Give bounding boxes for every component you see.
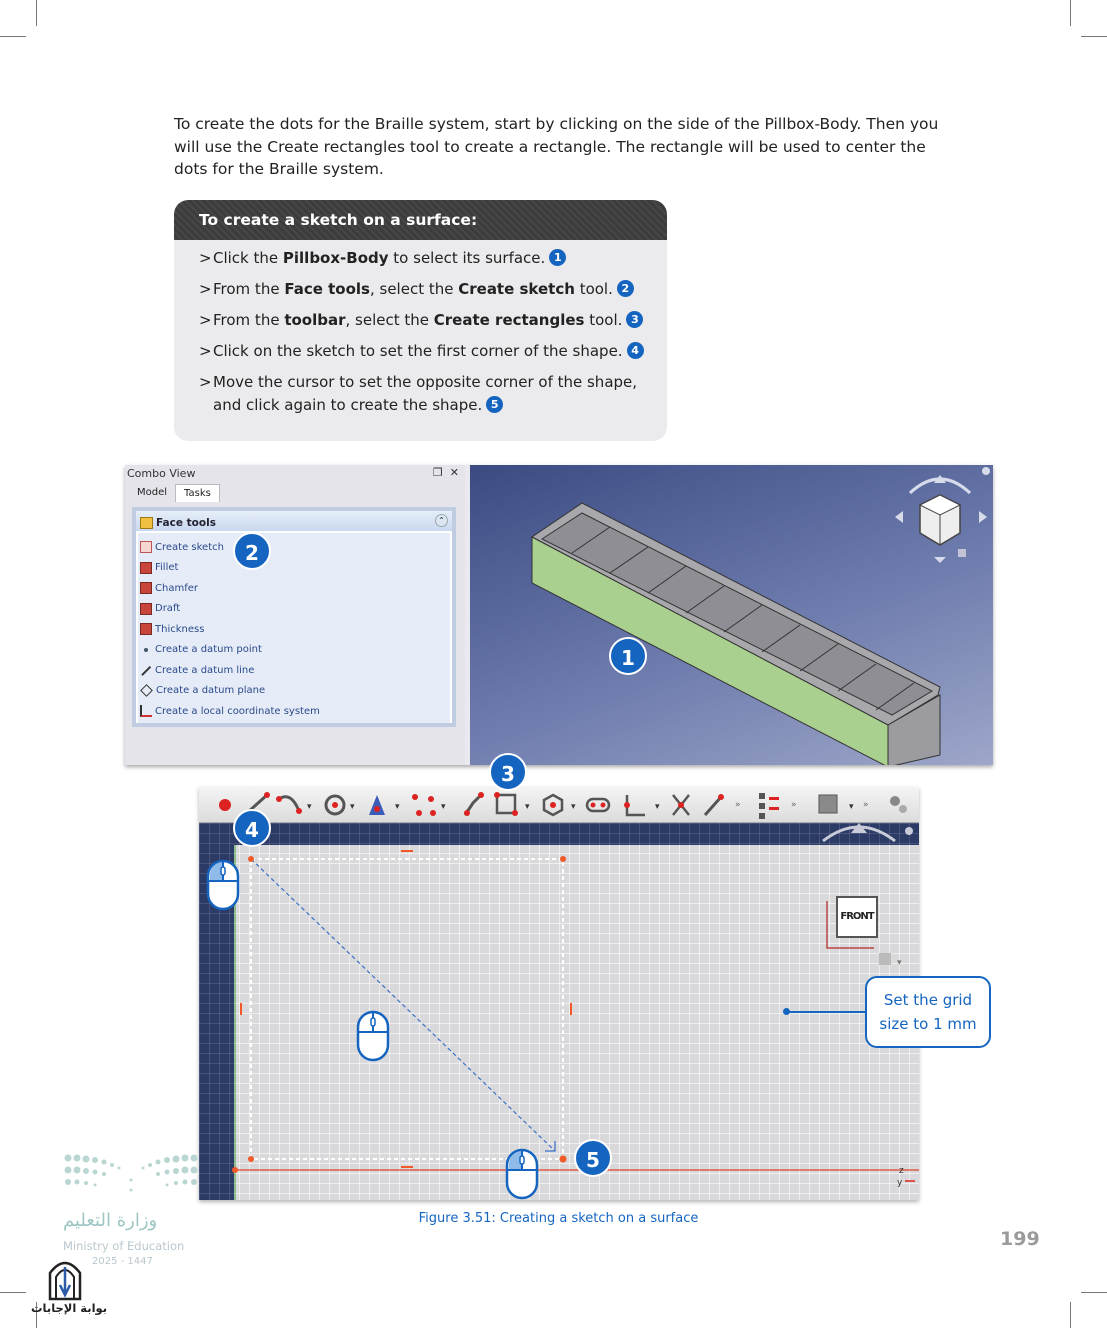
settings-icon[interactable]: [890, 796, 900, 806]
face-tools-title: Face tools: [156, 516, 216, 529]
step-item: > Click the Pillbox-Body to select its surface. 1: [199, 247, 657, 270]
steps-title: To create a sketch on a surface:: [174, 200, 667, 240]
pillbox-model: [470, 465, 993, 765]
tool-coordinate-system[interactable]: Create a local coordinate system: [140, 701, 450, 722]
tasks-panel: [132, 507, 456, 727]
combo-tabs: [129, 484, 220, 502]
svg-text:»: »: [735, 800, 741, 810]
face-tools-list: [138, 533, 450, 723]
svg-text:▾: ▾: [395, 802, 400, 812]
slot-tool-icon[interactable]: [587, 799, 609, 811]
datum-point-icon: [144, 648, 148, 652]
crop-mark: [1070, 0, 1071, 26]
collapse-icon[interactable]: ⌃: [435, 514, 448, 527]
datum-line-icon: [141, 665, 151, 675]
mouse-left-click-icon: [206, 859, 240, 911]
callout-badge-5: 5: [574, 1139, 612, 1177]
construction-mode-icon[interactable]: [819, 795, 837, 813]
svg-text:▾: ▾: [307, 802, 312, 812]
fillet-icon: [140, 562, 152, 574]
thickness-icon: [140, 623, 152, 635]
svg-text:z: z: [899, 1166, 904, 1176]
tool-fillet[interactable]: Fillet: [140, 558, 450, 579]
grid-callout-dot: [783, 1008, 790, 1015]
grid-callout-leader: [786, 1011, 866, 1013]
step-number-badge: 3: [626, 311, 643, 328]
tab-tasks[interactable]: Tasks: [175, 484, 220, 502]
step-number-badge: 2: [617, 280, 634, 297]
step-number-badge: 1: [549, 249, 566, 266]
draft-icon: [140, 603, 152, 615]
mouse-move-icon: [356, 1010, 390, 1062]
crop-mark: [36, 0, 37, 26]
svg-text:»: »: [791, 800, 797, 810]
tool-draft[interactable]: Draft: [140, 599, 450, 620]
step-item: > Click on the sketch to set the first corner of the shape. 4: [199, 340, 657, 363]
crop-mark: [1081, 36, 1107, 37]
steps-box: [174, 200, 667, 441]
svg-text:▾: ▾: [441, 802, 446, 812]
crop-mark: [0, 36, 26, 37]
svg-text:»: »: [863, 800, 869, 810]
step-item: > From the Face tools, select the Create sketch tool. 2: [199, 278, 657, 301]
face-tools-icon: [140, 517, 153, 529]
step-item: > From the toolbar, select the Create rectangles tool. 3: [199, 309, 657, 332]
svg-text:▾: ▾: [350, 802, 355, 812]
freecad-screenshot-top: [125, 465, 993, 765]
face-tools-header[interactable]: [136, 511, 452, 531]
combo-view-title: Combo View: [127, 467, 196, 480]
svg-text:▾: ▾: [897, 958, 902, 968]
coordinate-system-icon: [140, 705, 152, 717]
close-icon[interactable]: ✕: [449, 466, 459, 479]
freecad-screenshot-bottom: [199, 787, 919, 1200]
svg-text:▾: ▾: [571, 802, 576, 812]
svg-text:▾: ▾: [849, 802, 854, 812]
ministry-year: 2025 - 1447: [92, 1256, 153, 1267]
step-number-badge: 4: [627, 342, 644, 359]
chamfer-icon: [140, 582, 152, 594]
svg-text:▾: ▾: [525, 802, 530, 812]
mouse-left-click-icon-2: [505, 1148, 539, 1200]
page-number: 199: [1000, 1228, 1040, 1250]
portal-logo-icon: [44, 1255, 86, 1301]
sketch-icon: [140, 541, 152, 553]
figure-caption: Figure 3.51: Creating a sketch on a surface: [418, 1211, 699, 1226]
crop-mark: [1081, 1292, 1107, 1293]
callout-badge-1: 1: [609, 637, 647, 675]
intro-paragraph: To create the dots for the Braille system, start by clicking on the side of the Pillbox-Body. Then you will use the Create rectangles tool to create a rectangle. The rectangle will be used to center the dots for the Braille system.: [174, 115, 939, 178]
callout-badge-4: 4: [233, 809, 271, 847]
callout-badge-3: 3: [489, 753, 527, 791]
ministry-logo-dots: [62, 1150, 200, 1200]
tool-create-sketch[interactable]: Create sketch: [140, 537, 450, 558]
extend-tool-icon[interactable]: [705, 797, 721, 815]
float-icon[interactable]: ❐: [432, 466, 443, 479]
crop-mark: [0, 1292, 26, 1293]
grid-size-callout: Set the grid size to 1 mm: [865, 976, 991, 1048]
tool-datum-point[interactable]: Create a datum point: [140, 640, 450, 661]
tool-datum-line[interactable]: Create a datum line: [140, 660, 450, 681]
svg-text:▾: ▾: [655, 802, 660, 812]
ministry-name-english: Ministry of Education: [63, 1239, 185, 1253]
step-number-badge: 5: [486, 396, 503, 413]
tool-thickness[interactable]: Thickness: [140, 619, 450, 640]
tool-chamfer[interactable]: Chamfer: [140, 578, 450, 599]
steps-list: [174, 240, 667, 417]
tab-model[interactable]: Model: [137, 487, 168, 498]
panel-controls: [433, 466, 459, 479]
bspline-tool-icon[interactable]: [412, 794, 418, 800]
3d-viewport[interactable]: [470, 465, 993, 765]
portal-name: بوابة الإجابات: [31, 1301, 108, 1315]
nav-cube-front[interactable]: FRONT: [836, 896, 878, 938]
combo-view-panel: [125, 465, 465, 765]
svg-text:y: y: [897, 1178, 903, 1188]
datum-plane-icon: [140, 684, 153, 697]
callout-badge-2: 2: [233, 532, 271, 570]
crop-mark: [1070, 1302, 1071, 1328]
ministry-name-arabic: وزارة التعليم: [63, 1210, 158, 1231]
rectangle-tool-icon[interactable]: [497, 795, 515, 813]
step-item: > Move the cursor to set the opposite corner of the shape, and click again to create the shape. 5: [199, 373, 638, 414]
navigation-cube[interactable]: [895, 467, 990, 563]
sketcher-toolbar: [199, 787, 919, 823]
tool-datum-plane[interactable]: Create a datum plane: [140, 681, 450, 702]
arc-tool-icon[interactable]: [279, 797, 299, 811]
point-tool-icon[interactable]: [219, 799, 231, 811]
external-geometry-icon[interactable]: [759, 793, 765, 799]
